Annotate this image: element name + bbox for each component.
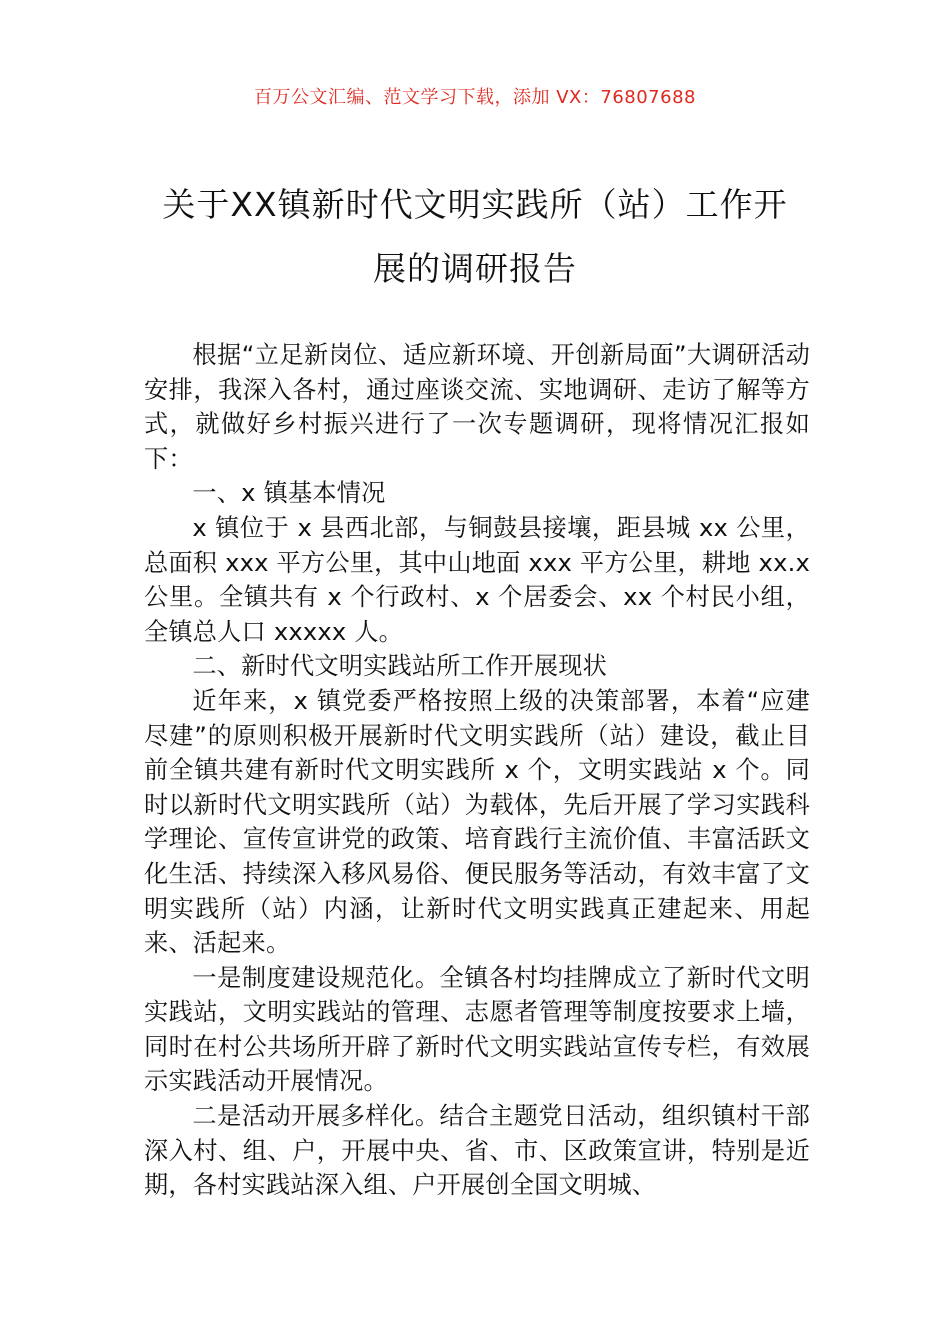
title-line-2: 展的调研报告	[373, 249, 577, 288]
paragraph-point-1: 一是制度建设规范化。全镇各村均挂牌成立了新时代文明实践站，文明实践站的管理、志愿者管理等制度按要求上墙，同时在村公共场所开辟了新时代文明实践站宣传专栏，有效展示实践活动开展情况。	[144, 963, 810, 1096]
paragraph-status: 近年来，x 镇党委严格按照上级的决策部署，本着“应建尽建”的原则积极开展新时代文明实践所（站）建设，截止目前全镇共建有新时代文明实践所 x 个，文明实践站 x 个。同时以新时代文明实践所（站）为载体，先后开展了学习实践科学理论、宣传宣讲党的政策、培育践行主流价值、丰富活跃文化生活、持续深入移风易俗、便民服务等活动，有效丰富了文明实践所（站）内涵，让新时代文明实践真正建起来、用起来、活起来。	[144, 686, 810, 958]
watermark-text: 百万公文汇编、范文学习下载，添加 VX：76807688	[254, 87, 696, 108]
section-heading-2: 二、新时代文明实践站所工作开展现状	[192, 652, 607, 681]
paragraph-point-2: 二是活动开展多样化。结合主题党日活动，组织镇村干部深入村、组、户，开展中央、省、市、区政策宣讲，特别是近期，各村实践站深入组、户开展创全国文明城、	[144, 1102, 810, 1200]
section-heading-1: 一、x 镇基本情况	[192, 479, 386, 508]
title-line-1: 关于XX镇新时代文明实践所（站）工作开	[162, 185, 788, 224]
document-body	[144, 338, 810, 1203]
paragraph-basic-info: x 镇位于 x 县西北部，与铜鼓县接壤，距县城 xx 公里，总面积 xxx 平方公里，其中山地面 xxx 平方公里，耕地 xx.x 公里。全镇共有 x 个行政村、x 个居委会、xx 个村民小组，全镇总人口 xxxxx 人。	[144, 513, 810, 646]
document-title	[130, 173, 820, 301]
paragraph-intro: 根据“立足新岗位、适应新环境、开创新局面”大调研活动安排，我深入各村，通过座谈交流、实地调研、走访了解等方式，就做好乡村振兴进行了一次专题调研，现将情况汇报如下：	[144, 341, 810, 473]
